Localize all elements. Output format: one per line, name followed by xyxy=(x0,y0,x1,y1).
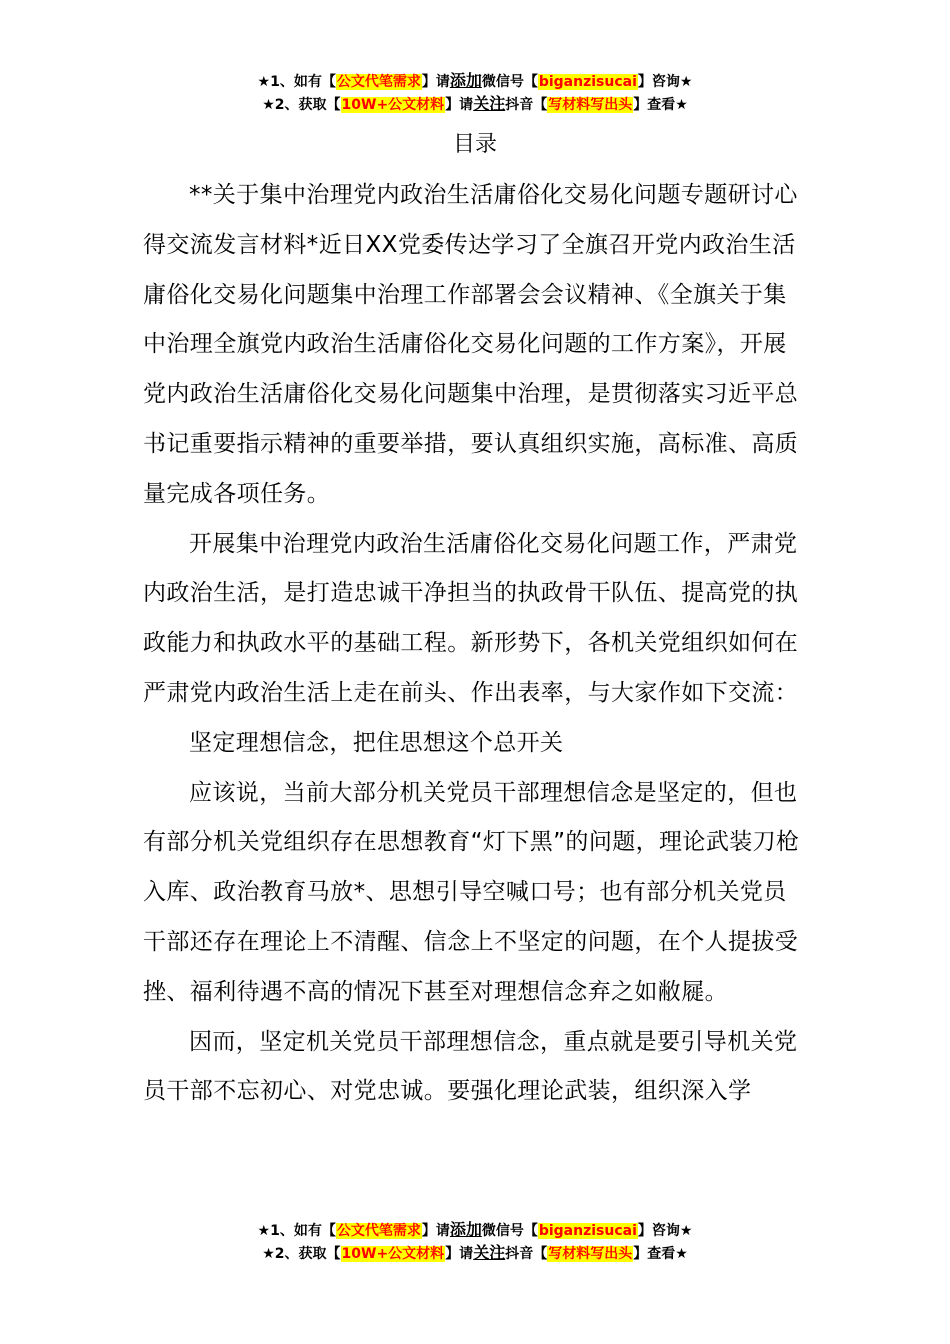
paragraph: 因而，坚定机关党员干部理想信念，重点就是要引导机关党员干部不忘初心、对党忠诚。要强化理论武装，组织深入学 xyxy=(143,1028,798,1105)
promo-text: 抖音【 xyxy=(505,97,548,113)
promo-highlight: 公文代笔需求 xyxy=(336,74,421,90)
promo-text: 】请 xyxy=(421,1223,450,1239)
promo-emphasis: 关注 xyxy=(473,94,506,113)
paragraph: 应该说，当前大部分机关党员干部理想信念是坚定的，但也有部分机关党组织存在思想教育“灯下黑”的问题，理论武装刀枪入库、政治教育马放*、思想引导空喊口号；也有部分机关党员干部还存在理论上不清醒、信念上不坚定的问题，在个人提拔受挫、福利待遇不高的情况下甚至对理想信念弃之如敝屣。 xyxy=(143,779,800,1005)
promo-line-1 xyxy=(0,70,950,93)
promo-highlight: biganzisucai xyxy=(538,74,637,90)
promo-text: ★1、如有【 xyxy=(257,1223,336,1239)
promo-text: ★2、获取【 xyxy=(262,97,341,113)
promo-emphasis: 添加 xyxy=(449,71,482,90)
document-body xyxy=(143,171,808,1117)
section-heading: 坚定理想信念，把住思想这个总开关 xyxy=(189,729,564,756)
promo-text: 】咨询★ xyxy=(637,1223,693,1239)
promo-highlight: biganzisucai xyxy=(538,1223,637,1239)
promo-text: 】请 xyxy=(445,97,474,113)
promo-highlight: 公文代笔需求 xyxy=(336,1223,421,1239)
promo-banner-bottom xyxy=(0,1219,950,1265)
promo-line-2 xyxy=(0,93,950,116)
promo-text: 】请 xyxy=(421,74,450,90)
promo-text: 】请 xyxy=(445,1246,474,1262)
promo-text: 抖音【 xyxy=(505,1246,548,1262)
promo-highlight: 写材料写出头 xyxy=(548,1246,633,1262)
promo-text: 微信号【 xyxy=(481,1223,538,1239)
promo-text: 微信号【 xyxy=(481,74,538,90)
paragraph: 开展集中治理党内政治生活庸俗化交易化问题工作，严肃党内政治生活，是打造忠诚干净担当的执政骨干队伍、提高党的执政能力和执政水平的基础工程。新形势下，各机关党组织如何在严肃党内政治生活上走在前头、作出表率，与大家作如下交流： xyxy=(143,530,799,706)
promo-text: 】查看★ xyxy=(633,1246,688,1262)
promo-text: ★2、获取【 xyxy=(262,1246,341,1262)
promo-emphasis: 添加 xyxy=(449,1220,482,1239)
promo-highlight: 10W+公文材料 xyxy=(341,1246,445,1262)
promo-banner-top xyxy=(0,70,950,116)
paragraph: **关于集中治理党内政治生活庸俗化交易化问题专题研讨心得交流发言材料*近日XX党委传达学习了全旗召开党内政治生活庸俗化交易化问题集中治理工作部署会会议精神、《全旗关于集中治理全旗党内政治生活庸俗化交易化问题的工作方案》，开展党内政治生活庸俗化交易化问题集中治理，是贯彻落实习近平总书记重要指示精神的重要举措，要认真组织实施，高标准、高质量完成各项任务。 xyxy=(143,182,799,507)
promo-highlight: 写材料写出头 xyxy=(548,97,633,113)
promo-highlight: 10W+公文材料 xyxy=(341,97,445,113)
promo-text: ★1、如有【 xyxy=(257,74,336,90)
promo-line-1 xyxy=(0,1219,950,1242)
document-title: 目录 xyxy=(452,132,497,157)
promo-emphasis: 关注 xyxy=(473,1243,506,1262)
promo-line-2 xyxy=(0,1242,950,1265)
promo-text: 】咨询★ xyxy=(637,74,693,90)
promo-text: 】查看★ xyxy=(633,97,688,113)
